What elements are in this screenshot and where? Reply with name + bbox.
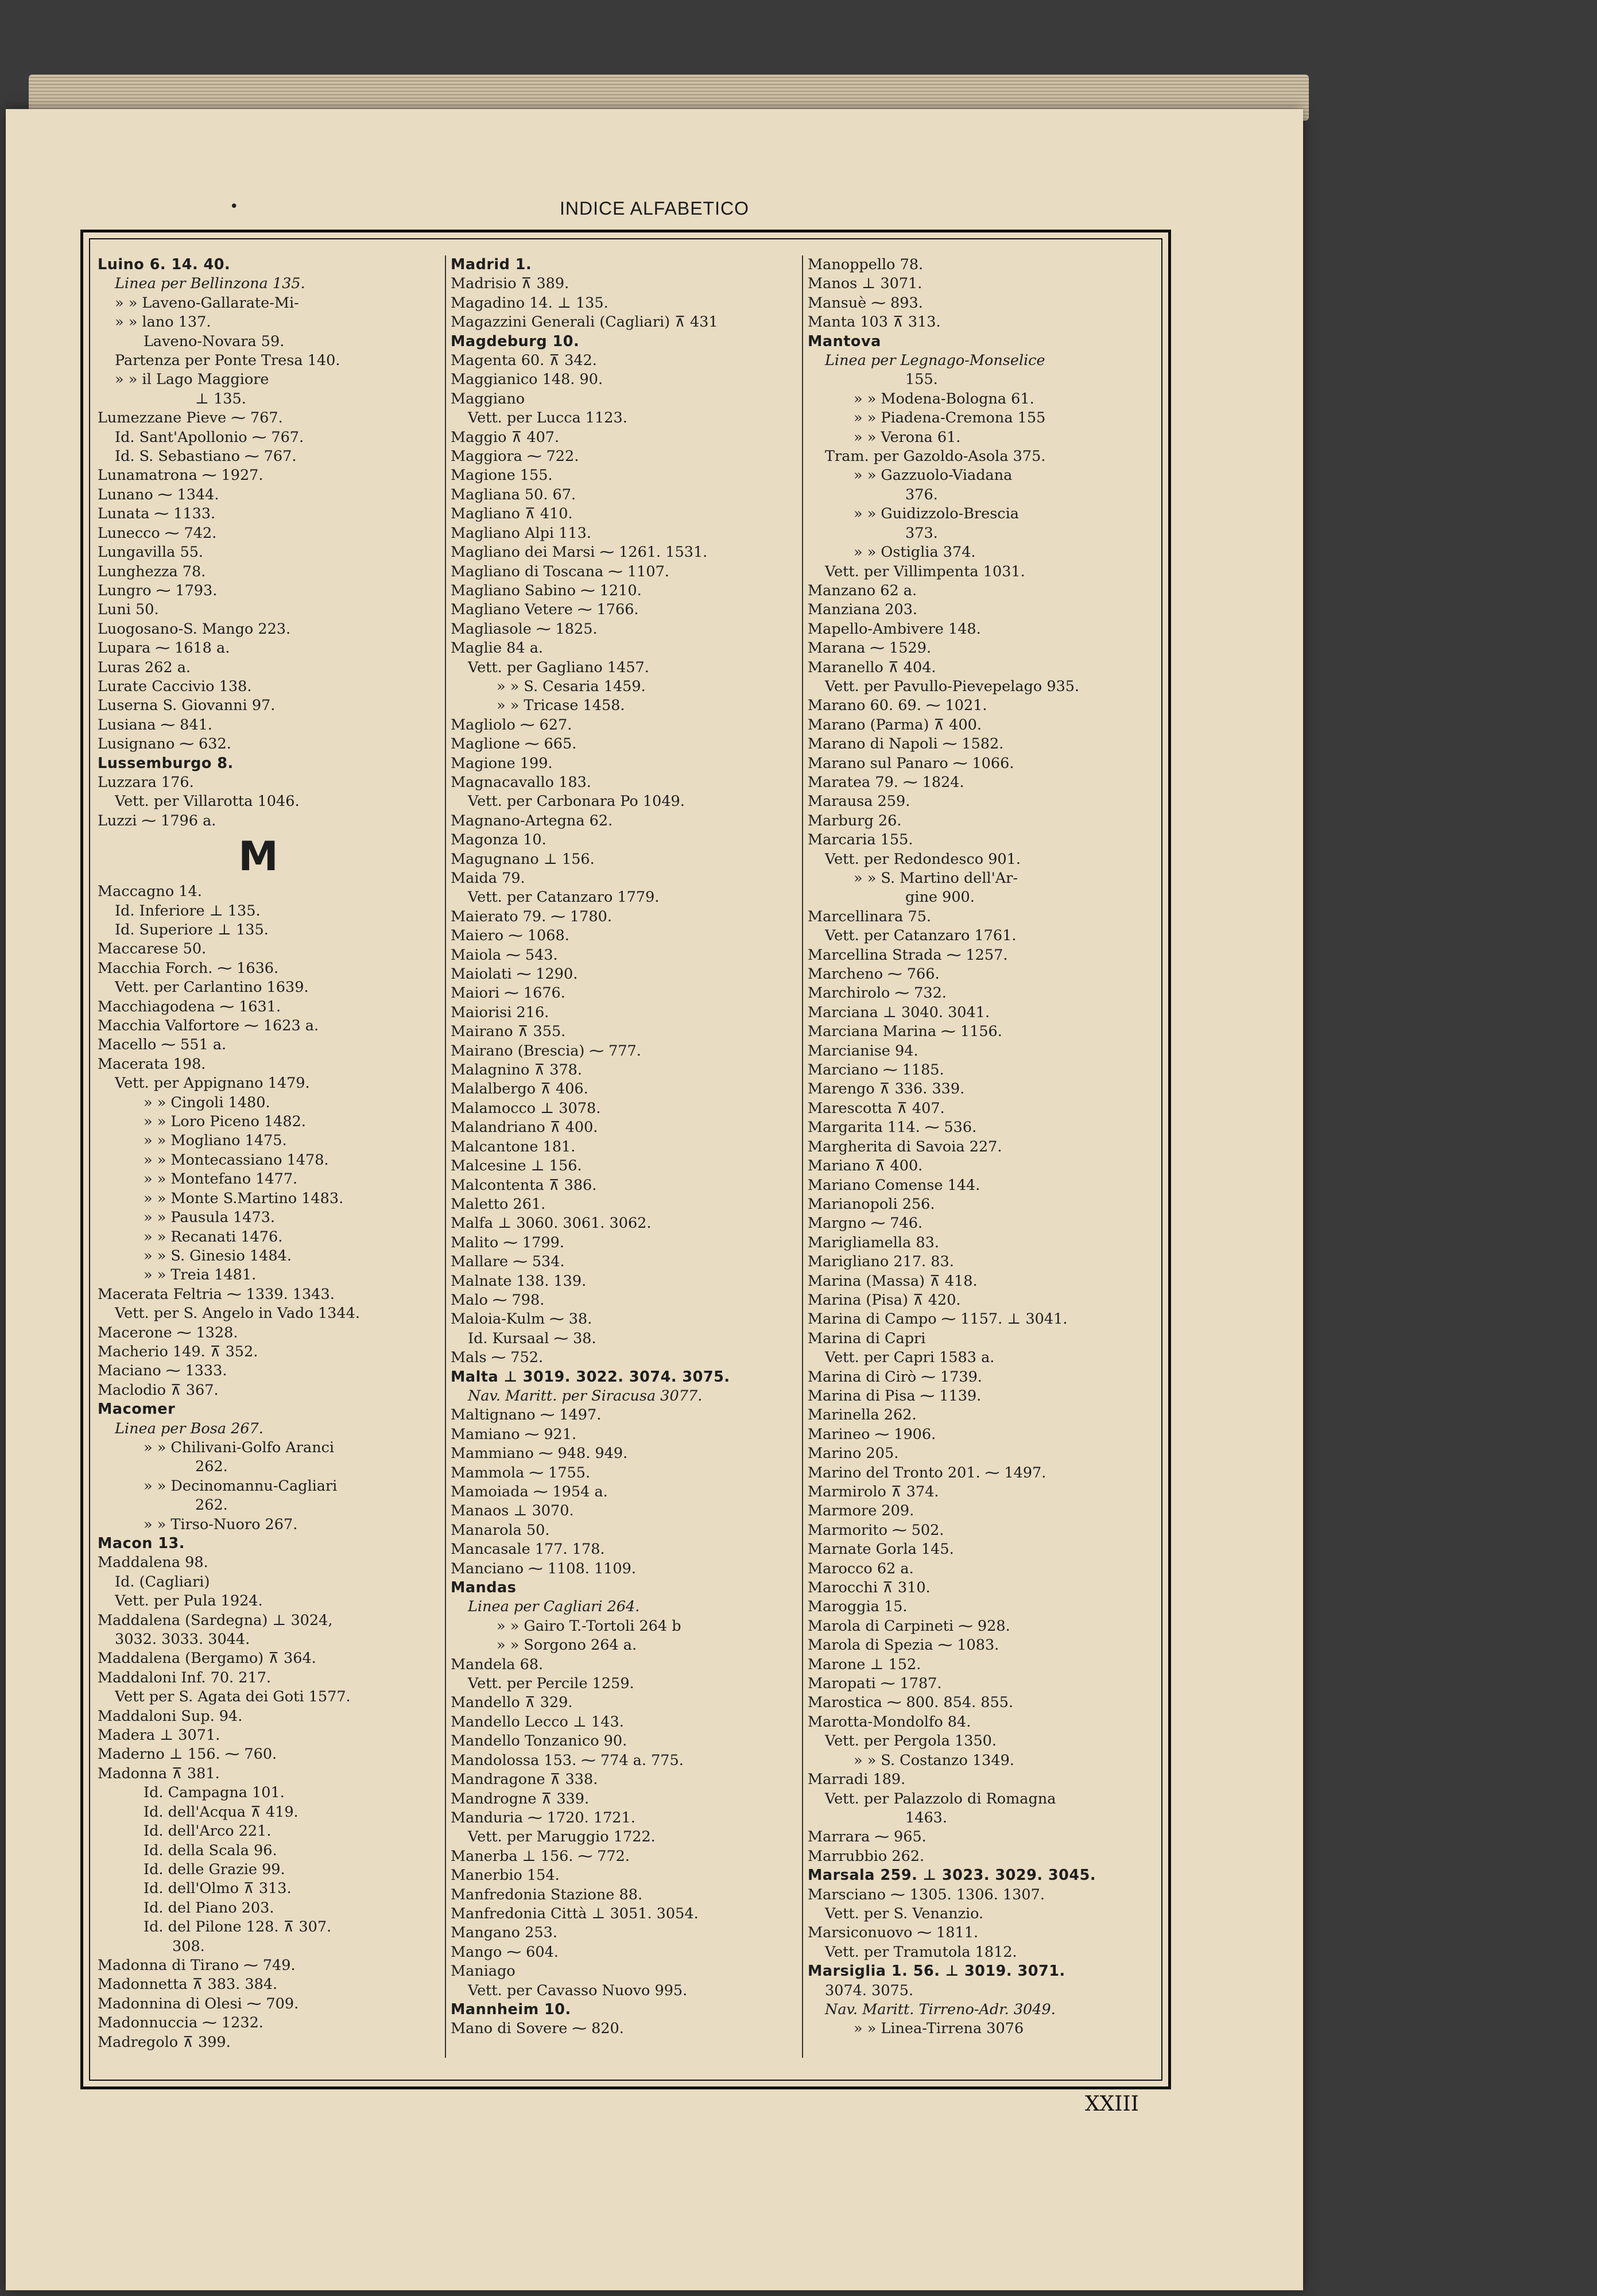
index-entry: 3074. 3075. bbox=[825, 1981, 914, 1999]
index-entry: Mano di Sovere ⁓ 820. bbox=[451, 2020, 624, 2038]
index-entry: Luras 262 a. bbox=[98, 658, 191, 676]
index-entry: Id. della Scala 96. bbox=[144, 1841, 277, 1859]
index-entry: Malandriano ⊼ 400. bbox=[451, 1119, 598, 1137]
index-entry: Manoppello 78. bbox=[808, 256, 924, 273]
index-entry: Maglione ⁓ 665. bbox=[451, 735, 577, 753]
index-entry: Id. Campagna 101. bbox=[144, 1784, 285, 1802]
index-entry: Magadino 14. ⊥ 135. bbox=[451, 294, 608, 312]
index-entry: Manfredonia Città ⊥ 3051. 3054. bbox=[451, 1905, 699, 1922]
index-entry: Malfa ⊥ 3060. 3061. 3062. bbox=[451, 1215, 652, 1232]
index-entry: Maclodio ⊼ 367. bbox=[98, 1381, 219, 1399]
running-head: INDICE ALFABETICO bbox=[560, 198, 749, 219]
index-entry: » » Guidizzolo-Brescia bbox=[854, 505, 1019, 523]
index-entry: Manduria ⁓ 1720. 1721. bbox=[451, 1809, 635, 1826]
index-entry: » » Montecassiano 1478. bbox=[144, 1151, 329, 1169]
index-entry: » » Sorgono 264 a. bbox=[497, 1636, 637, 1654]
index-entry: Maggiora ⁓ 722. bbox=[451, 448, 579, 466]
index-entry: Maierato 79. ⁓ 1780. bbox=[451, 907, 612, 925]
index-entry: Nav. Maritt. Tirreno-Adr. 3049. bbox=[825, 2000, 1056, 2018]
index-entry: Vett. per Villarotta 1046. bbox=[115, 793, 300, 810]
index-entry: Maciano ⁓ 1333. bbox=[98, 1362, 227, 1380]
index-entry: Vett. per Lucca 1123. bbox=[468, 409, 627, 427]
index-entry: » » S. Cesaria 1459. bbox=[497, 677, 646, 695]
index-entry: Lupara ⁓ 1618 a. bbox=[98, 639, 230, 657]
index-entry: Maida 79. bbox=[451, 870, 525, 887]
index-entry: Mamoiada ⁓ 1954 a. bbox=[451, 1483, 608, 1500]
index-entry: Lunecco ⁓ 742. bbox=[98, 524, 217, 542]
index-entry: Marana ⁓ 1529. bbox=[808, 639, 932, 657]
index-entry: Macerata 198. bbox=[98, 1055, 206, 1073]
index-entry: Id. dell'Arco 221. bbox=[144, 1822, 272, 1840]
index-entry: Tram. per Gazoldo-Asola 375. bbox=[825, 448, 1046, 466]
index-entry: Margno ⁓ 746. bbox=[808, 1215, 923, 1232]
index-entry: Vett. per Carlantino 1639. bbox=[115, 979, 309, 996]
index-entry: Partenza per Ponte Tresa 140. bbox=[115, 352, 340, 370]
index-entry: Magazzini Generali (Cagliari) ⊼ 431 bbox=[451, 313, 718, 331]
index-entry: » » Cingoli 1480. bbox=[144, 1093, 270, 1111]
index-entry: Vett. per Palazzolo di Romagna bbox=[825, 1790, 1056, 1808]
page-number: XXIII bbox=[1085, 2092, 1139, 2116]
index-entry: » » Tirso-Nuoro 267. bbox=[144, 1515, 298, 1533]
index-entry: Id. del Pilone 128. ⊼ 307. bbox=[144, 1918, 332, 1936]
index-entry: Maiero ⁓ 1068. bbox=[451, 927, 569, 945]
index-entry: Mammiano ⁓ 948. 949. bbox=[451, 1445, 628, 1463]
index-entry: Mariano Comense 144. bbox=[808, 1176, 980, 1194]
index-entry: Marigliamella 83. bbox=[808, 1234, 939, 1251]
index-entry: Mairano ⊼ 355. bbox=[451, 1023, 566, 1041]
index-entry: Marmorito ⁓ 502. bbox=[808, 1521, 944, 1539]
index-entry: Vett. per S. Venanzio. bbox=[825, 1905, 984, 1922]
index-entry: Maroggia 15. bbox=[808, 1598, 908, 1616]
index-entry: Vett. per Cavasso Nuovo 995. bbox=[468, 1981, 688, 1999]
index-column-2 bbox=[451, 255, 795, 2058]
index-entry: ⊥ 135. bbox=[195, 390, 246, 408]
book-page bbox=[6, 109, 1303, 2290]
index-entry: Marrara ⁓ 965. bbox=[808, 1828, 927, 1846]
index-entry: Manzano 62 a. bbox=[808, 581, 917, 599]
index-entry: Vett. per S. Angelo in Vado 1344. bbox=[115, 1305, 360, 1322]
index-entry: Marola di Spezia ⁓ 1083. bbox=[808, 1636, 999, 1654]
index-entry: Mandolossa 153. ⁓ 774 a. 775. bbox=[451, 1751, 684, 1769]
index-entry: Mandello Lecco ⊥ 143. bbox=[451, 1713, 624, 1731]
index-entry: Malcesine ⊥ 156. bbox=[451, 1157, 582, 1175]
index-entry: Luino 6. 14. 40. bbox=[98, 256, 231, 273]
index-entry: Marsala 259. ⊥ 3023. 3029. 3045. bbox=[808, 1867, 1096, 1884]
index-entry: Magliano di Toscana ⁓ 1107. bbox=[451, 563, 669, 580]
index-entry: Maddalena (Bergamo) ⊼ 364. bbox=[98, 1650, 316, 1667]
index-entry: Madonnuccia ⁓ 1232. bbox=[98, 2014, 263, 2032]
index-entry: Maccarese 50. bbox=[98, 940, 207, 958]
index-entry: Magugnano ⊥ 156. bbox=[451, 850, 595, 868]
index-entry: Madonna ⊼ 381. bbox=[98, 1764, 220, 1782]
index-entry: Magione 155. bbox=[451, 467, 553, 484]
index-entry: Malamocco ⊥ 3078. bbox=[451, 1099, 601, 1117]
index-entry: Vett. per Villimpenta 1031. bbox=[825, 563, 1025, 580]
index-entry: Lusignano ⁓ 632. bbox=[98, 735, 231, 753]
index-entry: Vett. per Maruggio 1722. bbox=[468, 1828, 656, 1846]
index-entry: Id. dell'Acqua ⊼ 419. bbox=[144, 1803, 299, 1821]
index-entry: » » Decinomannu-Cagliari bbox=[144, 1477, 338, 1495]
index-entry: Marina di Capri bbox=[808, 1329, 926, 1347]
index-entry: Magonza 10. bbox=[451, 831, 546, 849]
index-entry: Malcontenta ⊼ 386. bbox=[451, 1176, 597, 1194]
index-entry: Id. del Piano 203. bbox=[144, 1899, 274, 1917]
index-entry: » » Mogliano 1475. bbox=[144, 1132, 287, 1150]
index-entry: Maletto 261. bbox=[451, 1195, 546, 1213]
index-entry: Vett. per Pergola 1350. bbox=[825, 1732, 997, 1750]
index-entry: Maccagno 14. bbox=[98, 883, 202, 901]
index-entry: Magenta 60. ⊼ 342. bbox=[451, 352, 597, 370]
index-entry: 376. bbox=[905, 486, 938, 503]
index-entry: Marchirolo ⁓ 732. bbox=[808, 984, 947, 1002]
index-entry: » » Montefano 1477. bbox=[144, 1170, 298, 1188]
index-entry: Lussemburgo 8. bbox=[98, 754, 234, 772]
index-entry: Marsiconuovo ⁓ 1811. bbox=[808, 1924, 979, 1942]
index-entry: Magliana 50. 67. bbox=[451, 486, 576, 503]
index-frame bbox=[80, 230, 1171, 2089]
index-entry: Madrid 1. bbox=[451, 256, 532, 273]
index-entry: Marina di Pisa ⁓ 1139. bbox=[808, 1387, 982, 1405]
index-entry: Manciano ⁓ 1108. 1109. bbox=[451, 1560, 636, 1577]
index-entry: 3032. 3033. 3044. bbox=[115, 1631, 250, 1649]
index-entry: Lunamatrona ⁓ 1927. bbox=[98, 467, 263, 484]
index-entry: » » S. Costanzo 1349. bbox=[854, 1751, 1014, 1769]
index-entry: Id. delle Grazie 99. bbox=[144, 1860, 285, 1878]
index-entry: Mansuè ⁓ 893. bbox=[808, 294, 923, 312]
index-entry: Macherio 149. ⊼ 352. bbox=[98, 1343, 258, 1360]
index-entry: Manfredonia Stazione 88. bbox=[451, 1886, 643, 1903]
index-entry: 262. bbox=[195, 1496, 228, 1514]
index-entry: Luzzara 176. bbox=[98, 773, 194, 791]
index-entry: Mandello Tonzanico 90. bbox=[451, 1732, 627, 1750]
index-entry: Manaos ⊥ 3070. bbox=[451, 1502, 574, 1520]
index-entry: Marciano ⁓ 1185. bbox=[808, 1061, 944, 1079]
index-entry: Luserna S. Giovanni 97. bbox=[98, 697, 276, 715]
index-entry: Maddalena (Sardegna) ⊥ 3024, bbox=[98, 1611, 333, 1629]
index-entry: Marescotta ⊼ 407. bbox=[808, 1099, 945, 1117]
index-entry: 373. bbox=[905, 524, 938, 542]
index-entry: Magliano Vetere ⁓ 1766. bbox=[451, 601, 639, 619]
index-entry: Mandragone ⊼ 338. bbox=[451, 1771, 598, 1789]
index-entry: Malcantone 181. bbox=[451, 1138, 576, 1155]
index-entry: Vett. per Redondesco 901. bbox=[825, 850, 1021, 868]
index-entry: Marcheno ⁓ 766. bbox=[808, 965, 940, 983]
section-letter: M bbox=[238, 833, 278, 881]
index-entry: Maniago bbox=[451, 1963, 515, 1980]
index-entry: Marocchi ⊼ 310. bbox=[808, 1579, 931, 1597]
index-entry: Marnate Gorla 145. bbox=[808, 1541, 954, 1558]
index-entry: Vett. per Pavullo-Pievepelago 935. bbox=[825, 677, 1080, 695]
index-entry: Mangano 253. bbox=[451, 1924, 557, 1942]
index-entry: Mammola ⁓ 1755. bbox=[451, 1464, 591, 1481]
index-entry: Mals ⁓ 752. bbox=[451, 1349, 544, 1367]
index-entry: Manarola 50. bbox=[451, 1521, 550, 1539]
index-entry: Marengo ⊼ 336. 339. bbox=[808, 1080, 965, 1098]
index-entry: Maddaloni Sup. 94. bbox=[98, 1707, 243, 1725]
index-entry: Macon 13. bbox=[98, 1535, 185, 1552]
index-entry: Magione 199. bbox=[451, 754, 553, 772]
index-entry: Vett. per Pula 1924. bbox=[115, 1592, 263, 1610]
index-entry: » » Chilivani-Golfo Aranci bbox=[144, 1438, 335, 1456]
index-entry: Margarita 114. ⁓ 536. bbox=[808, 1119, 977, 1137]
index-entry: Maloia-Kulm ⁓ 38. bbox=[451, 1310, 592, 1328]
index-entry: Madonnetta ⊼ 383. 384. bbox=[98, 1976, 278, 1994]
index-entry: Marano 60. 69. ⁓ 1021. bbox=[808, 697, 987, 715]
index-entry: Maratea 79. ⁓ 1824. bbox=[808, 773, 964, 791]
index-entry: Luni 50. bbox=[98, 601, 159, 619]
index-entry: Marano sul Panaro ⁓ 1066. bbox=[808, 754, 1014, 772]
index-entry: Macerone ⁓ 1328. bbox=[98, 1324, 238, 1341]
index-entry: Maiola ⁓ 543. bbox=[451, 946, 558, 964]
index-entry: Marino del Tronto 201. ⁓ 1497. bbox=[808, 1464, 1046, 1481]
index-entry: Lungro ⁓ 1793. bbox=[98, 581, 218, 599]
index-entry: Marcellina Strada ⁓ 1257. bbox=[808, 946, 1008, 964]
index-entry: Macchiagodena ⁓ 1631. bbox=[98, 998, 281, 1015]
index-entry: Id. S. Sebastiano ⁓ 767. bbox=[115, 448, 297, 466]
index-entry: Maiori ⁓ 1676. bbox=[451, 984, 565, 1002]
index-entry: Marburg 26. bbox=[808, 812, 902, 829]
index-entry: Marcianise 94. bbox=[808, 1042, 918, 1060]
index-entry: Linea per Bosa 267. bbox=[115, 1420, 263, 1437]
index-entry: Marmore 209. bbox=[808, 1502, 914, 1520]
index-entry: Vett. per Catanzaro 1779. bbox=[468, 889, 660, 906]
index-entry: Manziana 203. bbox=[808, 601, 918, 619]
index-entry: Marone ⊥ 152. bbox=[808, 1655, 921, 1673]
index-entry: 308. bbox=[172, 1937, 205, 1955]
index-entry: Lumezzane Pieve ⁓ 767. bbox=[98, 409, 283, 427]
index-entry: Maranello ⊼ 404. bbox=[808, 658, 936, 676]
index-entry: Mandela 68. bbox=[451, 1655, 544, 1673]
index-entry: Mandello ⊼ 329. bbox=[451, 1694, 573, 1712]
index-entry: Maddalena 98. bbox=[98, 1554, 208, 1572]
index-entry: Vett. per Carbonara Po 1049. bbox=[468, 793, 685, 810]
index-entry: » » Piadena-Cremona 155 bbox=[854, 409, 1046, 427]
index-entry: Macchia Forch. ⁓ 1636. bbox=[98, 959, 279, 977]
index-entry: Mannheim 10. bbox=[451, 2000, 571, 2018]
index-entry: » » Gazzuolo-Viadana bbox=[854, 467, 1013, 484]
index-entry: Margherita di Savoia 227. bbox=[808, 1138, 1002, 1155]
index-entry: Lunano ⁓ 1344. bbox=[98, 486, 219, 503]
index-entry: » » Monte S.Martino 1483. bbox=[144, 1189, 344, 1207]
index-entry: 155. bbox=[905, 371, 938, 389]
index-entry: Manta 103 ⊼ 313. bbox=[808, 313, 941, 331]
index-entry: Maggianico 148. 90. bbox=[451, 371, 603, 389]
index-entry: Manerba ⊥ 156. ⁓ 772. bbox=[451, 1847, 630, 1865]
index-entry: Madonnina di Olesi ⁓ 709. bbox=[98, 1995, 299, 2012]
index-entry: Marina di Campo ⁓ 1157. ⊥ 3041. bbox=[808, 1310, 1068, 1328]
index-entry: Madonna di Tirano ⁓ 749. bbox=[98, 1956, 296, 1974]
index-entry: Linea per Bellinzona 135. bbox=[115, 275, 305, 293]
index-entry: Vett. per Gagliano 1457. bbox=[468, 658, 649, 676]
index-entry: Magliano Sabino ⁓ 1210. bbox=[451, 581, 642, 599]
index-entry: Maglie 84 a. bbox=[451, 639, 544, 657]
index-entry: Marsiglia 1. 56. ⊥ 3019. 3071. bbox=[808, 1963, 1065, 1980]
index-entry: Mapello-Ambivere 148. bbox=[808, 620, 981, 638]
index-entry: Vett. per Percile 1259. bbox=[468, 1675, 634, 1693]
header-dot: • bbox=[230, 198, 239, 215]
index-entry: Mairano (Brescia) ⁓ 777. bbox=[451, 1042, 641, 1060]
index-entry: Id. Inferiore ⊥ 135. bbox=[115, 902, 261, 920]
index-entry: Magliano dei Marsi ⁓ 1261. 1531. bbox=[451, 544, 708, 561]
index-entry: » » Gairo T.-Tortoli 264 b bbox=[497, 1617, 681, 1635]
index-entry: Macello ⁓ 551 a. bbox=[98, 1036, 227, 1054]
index-entry: Marciana ⊥ 3040. 3041. bbox=[808, 1003, 990, 1021]
index-entry: Marano (Parma) ⊼ 400. bbox=[808, 716, 982, 734]
index-entry: Mancasale 177. 178. bbox=[451, 1541, 605, 1558]
index-entry: Marigliano 217. 83. bbox=[808, 1253, 954, 1271]
index-entry: Marrubbio 262. bbox=[808, 1847, 925, 1865]
index-entry: Marcellinara 75. bbox=[808, 907, 932, 925]
index-entry: Id. dell'Olmo ⊼ 313. bbox=[144, 1880, 292, 1898]
index-entry: » » Ostiglia 374. bbox=[854, 544, 976, 561]
index-entry: Malagnino ⊼ 378. bbox=[451, 1061, 583, 1079]
index-entry: Madregolo ⊼ 399. bbox=[98, 2033, 231, 2051]
index-entry: Vett. per Catanzaro 1761. bbox=[825, 927, 1017, 945]
index-entry: » » Modena-Bologna 61. bbox=[854, 390, 1034, 408]
index-entry: Malo ⁓ 798. bbox=[451, 1291, 545, 1309]
index-entry: Maderno ⊥ 156. ⁓ 760. bbox=[98, 1746, 277, 1763]
index-entry: Mandrogne ⊼ 339. bbox=[451, 1790, 590, 1808]
index-entry: Magnano-Artegna 62. bbox=[451, 812, 613, 829]
index-entry: Linea per Legnago-Monselice bbox=[825, 352, 1045, 370]
column-separator bbox=[445, 255, 446, 2058]
index-column-1 bbox=[98, 255, 442, 2058]
column-separator bbox=[802, 255, 803, 2058]
index-entry: » » Loro Piceno 1482. bbox=[144, 1113, 306, 1131]
index-entry: 1463. bbox=[905, 1809, 948, 1826]
index-entry: Mango ⁓ 604. bbox=[451, 1943, 559, 1961]
index-entry: Marausa 259. bbox=[808, 793, 910, 810]
index-entry: » » Verona 61. bbox=[854, 428, 961, 446]
index-entry: Marino 205. bbox=[808, 1445, 899, 1463]
index-entry: Lurate Caccivio 138. bbox=[98, 677, 252, 695]
index-entry: Malta ⊥ 3019. 3022. 3074. 3075. bbox=[451, 1368, 730, 1386]
index-entry: Marostica ⁓ 800. 854. 855. bbox=[808, 1694, 1014, 1712]
index-entry: Marano di Napoli ⁓ 1582. bbox=[808, 735, 1004, 753]
index-entry: Malalbergo ⊼ 406. bbox=[451, 1080, 588, 1098]
index-entry: Madrisio ⊼ 389. bbox=[451, 275, 569, 293]
index-entry: Laveno-Novara 59. bbox=[144, 332, 285, 350]
index-entry: Marciana Marina ⁓ 1156. bbox=[808, 1023, 1002, 1041]
index-entry: Magdeburg 10. bbox=[451, 332, 580, 350]
index-entry: Vett. per Tramutola 1812. bbox=[825, 1943, 1017, 1961]
index-entry: Magliano ⊼ 410. bbox=[451, 505, 573, 523]
index-entry: Madera ⊥ 3071. bbox=[98, 1727, 220, 1744]
index-entry: Marotta-Mondolfo 84. bbox=[808, 1713, 971, 1731]
index-entry: Marina (Massa) ⊼ 418. bbox=[808, 1272, 978, 1290]
index-entry: Mariano ⊼ 400. bbox=[808, 1157, 923, 1175]
index-entry: Marmirolo ⊼ 374. bbox=[808, 1483, 939, 1500]
index-entry: Magliano Alpi 113. bbox=[451, 524, 591, 542]
index-entry: Id. Sant'Apollonio ⁓ 767. bbox=[115, 428, 304, 446]
index-entry: » » Linea-Tirrena 3076 bbox=[854, 2020, 1024, 2038]
index-entry: Mamiano ⁓ 921. bbox=[451, 1425, 577, 1443]
index-entry: Maggiano bbox=[451, 390, 525, 408]
index-entry: Mantova bbox=[808, 332, 881, 350]
index-entry: Marsciano ⁓ 1305. 1306. 1307. bbox=[808, 1886, 1045, 1903]
index-column-3 bbox=[808, 255, 1152, 2058]
index-entry: Vett. per Appignano 1479. bbox=[115, 1075, 310, 1092]
index-entry: Lunghezza 78. bbox=[98, 563, 206, 580]
index-entry: » » il Lago Maggiore bbox=[115, 371, 269, 389]
index-entry: Maddaloni Inf. 70. 217. bbox=[98, 1669, 272, 1686]
index-entry: 262. bbox=[195, 1458, 228, 1476]
index-entry: gine 900. bbox=[905, 889, 975, 906]
index-entry: Mandas bbox=[451, 1579, 517, 1597]
index-entry: Marianopoli 256. bbox=[808, 1195, 935, 1213]
index-entry: » » Laveno-Gallarate-Mi- bbox=[115, 294, 299, 312]
index-entry: Manerbio 154. bbox=[451, 1867, 560, 1884]
index-entry: Malito ⁓ 1799. bbox=[451, 1234, 564, 1251]
index-entry: » » lano 137. bbox=[115, 313, 211, 331]
index-entry: Vett. per Capri 1583 a. bbox=[825, 1349, 995, 1367]
index-entry: Marocco 62 a. bbox=[808, 1560, 914, 1577]
index-entry: » » Treia 1481. bbox=[144, 1266, 257, 1284]
index-entry: Nav. Maritt. per Siracusa 3077. bbox=[468, 1387, 703, 1405]
index-entry: Marradi 189. bbox=[808, 1771, 906, 1789]
index-entry: Marcaria 155. bbox=[808, 831, 913, 849]
index-entry: Lusiana ⁓ 841. bbox=[98, 716, 212, 734]
index-entry: Maltignano ⁓ 1497. bbox=[451, 1406, 602, 1424]
index-entry: » » S. Ginesio 1484. bbox=[144, 1247, 292, 1265]
index-entry: Maiorisi 216. bbox=[451, 1003, 549, 1021]
index-entry: Maiolati ⁓ 1290. bbox=[451, 965, 578, 983]
index-entry: Macomer bbox=[98, 1401, 176, 1418]
index-entry: » » Tricase 1458. bbox=[497, 697, 625, 715]
index-entry: Maropati ⁓ 1787. bbox=[808, 1675, 942, 1693]
index-entry: Vett per S. Agata dei Goti 1577. bbox=[115, 1688, 351, 1706]
index-entry: » » S. Martino dell'Ar- bbox=[854, 870, 1018, 887]
index-entry: Id. Superiore ⊥ 135. bbox=[115, 921, 269, 938]
index-entry: Marina (Pisa) ⊼ 420. bbox=[808, 1291, 961, 1309]
index-entry: Mallare ⁓ 534. bbox=[451, 1253, 565, 1271]
index-entry: Maggio ⊼ 407. bbox=[451, 428, 560, 446]
index-entry: Macchia Valfortore ⁓ 1623 a. bbox=[98, 1017, 319, 1035]
index-entry: Id. (Cagliari) bbox=[115, 1573, 210, 1591]
index-entry: Magliolo ⁓ 627. bbox=[451, 716, 572, 734]
index-entry: Macerata Feltria ⁓ 1339. 1343. bbox=[98, 1285, 335, 1303]
index-entry: Magnacavallo 183. bbox=[451, 773, 591, 791]
index-entry: Magliasole ⁓ 1825. bbox=[451, 620, 598, 638]
index-entry: Luzzi ⁓ 1796 a. bbox=[98, 812, 216, 829]
index-entry: Malnate 138. 139. bbox=[451, 1272, 587, 1290]
index-entry: Lunata ⁓ 1133. bbox=[98, 505, 216, 523]
index-entry: Marinella 262. bbox=[808, 1406, 917, 1424]
index-entry: Marola di Carpineti ⁓ 928. bbox=[808, 1617, 1010, 1635]
index-entry: Marina di Cirò ⁓ 1739. bbox=[808, 1368, 982, 1386]
index-entry: » » Recanati 1476. bbox=[144, 1228, 283, 1246]
index-entry: Lungavilla 55. bbox=[98, 544, 204, 561]
index-entry: Id. Kursaal ⁓ 38. bbox=[468, 1329, 596, 1347]
index-entry: Luogosano-S. Mango 223. bbox=[98, 620, 291, 638]
index-entry: Linea per Cagliari 264. bbox=[468, 1598, 640, 1616]
index-entry: » » Pausula 1473. bbox=[144, 1209, 276, 1227]
index-entry: Marineo ⁓ 1906. bbox=[808, 1425, 936, 1443]
index-entry: Manos ⊥ 3071. bbox=[808, 275, 922, 293]
